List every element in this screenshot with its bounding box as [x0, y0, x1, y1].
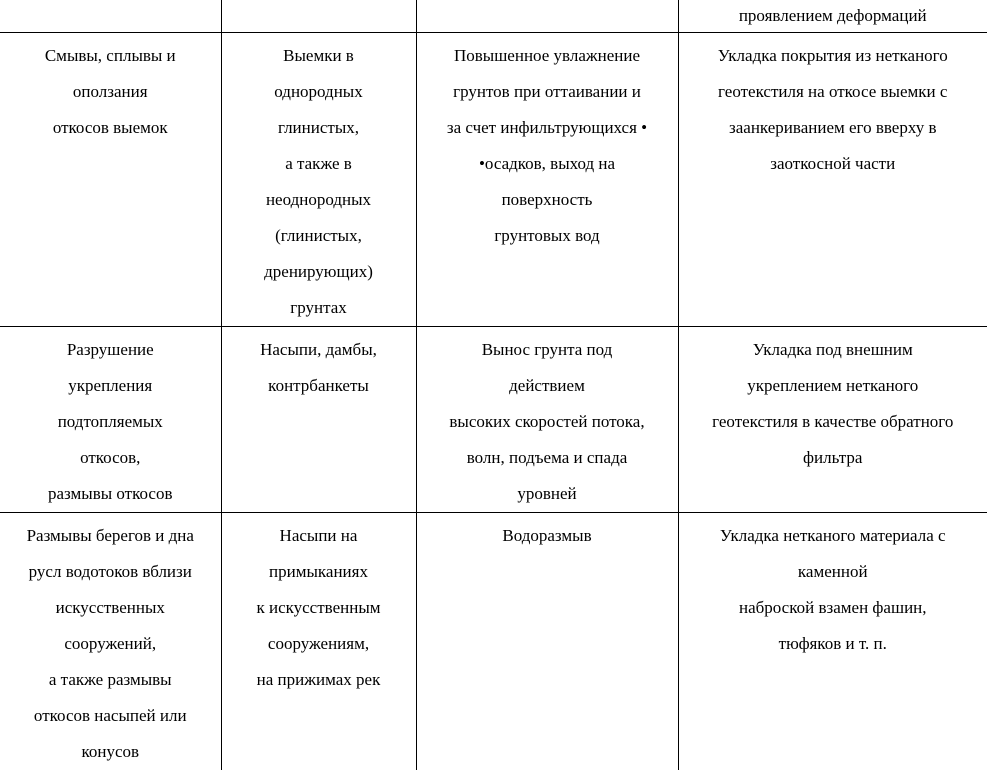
cell-location	[221, 33, 416, 327]
cell-line: Водоразмыв	[423, 518, 672, 554]
cell-line: размывы откосов	[6, 476, 215, 512]
cell-line: грунтов при оттаивании и	[423, 74, 672, 110]
cell-line: за счет инфильтрующихся •	[423, 110, 672, 146]
top-cell-col1	[0, 0, 221, 33]
cell-line: сооружений,	[6, 626, 215, 662]
cell-deformation-type	[0, 327, 221, 513]
cell-measure	[678, 513, 987, 770]
cell-line: заоткосной части	[685, 146, 982, 182]
cell-line: грунтах	[228, 290, 410, 326]
cell-line: глинистых,	[228, 110, 410, 146]
cell-line: поверхность	[423, 182, 672, 218]
cell-deformation-type	[0, 513, 221, 770]
cell-location	[221, 513, 416, 770]
cell-line: фильтра	[685, 440, 982, 476]
cell-line: укреплением нетканого	[685, 368, 982, 404]
top-cell-col3	[416, 0, 678, 33]
cell-line: каменной	[685, 554, 982, 590]
cell-line: контрбанкеты	[228, 368, 410, 404]
cell-line: Укладка под внешним	[685, 332, 982, 368]
cell-line: волн, подъема и спада	[423, 440, 672, 476]
cell-line: грунтовых вод	[423, 218, 672, 254]
top-cell-col2	[221, 0, 416, 33]
cell-line: Повышенное увлажнение	[423, 38, 672, 74]
table-row	[0, 327, 987, 513]
cell-line: Выемки в	[228, 38, 410, 74]
cell-line: на прижимах рек	[228, 662, 410, 698]
cell-line: проявлением деформаций	[685, 0, 982, 32]
cell-line: русл водотоков вблизи	[6, 554, 215, 590]
cell-line: откосов насыпей или	[6, 698, 215, 734]
cell-line: однородных	[228, 74, 410, 110]
cell-line: Разрушение	[6, 332, 215, 368]
cell-cause	[416, 327, 678, 513]
cell-line: Насыпи на	[228, 518, 410, 554]
table-row	[0, 33, 987, 327]
cell-line: Укладка покрытия из нетканого	[685, 38, 982, 74]
cell-line: дренирующих)	[228, 254, 410, 290]
cell-line: Укладка нетканого материала с	[685, 518, 982, 554]
cell-line: Насыпи, дамбы,	[228, 332, 410, 368]
cell-cause	[416, 33, 678, 327]
cell-line: геотекстиля в качестве обратного	[685, 404, 982, 440]
cell-line: а также размывы	[6, 662, 215, 698]
cell-line: высоких скоростей потока,	[423, 404, 672, 440]
cell-line: искусственных	[6, 590, 215, 626]
cell-line: примыканиях	[228, 554, 410, 590]
cell-line: уровней	[423, 476, 672, 512]
cell-line: откосов выемок	[6, 110, 215, 146]
cell-cause	[416, 513, 678, 770]
table-row	[0, 513, 987, 770]
cell-line: •осадков, выход на	[423, 146, 672, 182]
cell-line: Размывы берегов и дна	[6, 518, 215, 554]
cell-location	[221, 327, 416, 513]
cell-line: сооружениям,	[228, 626, 410, 662]
cell-line: конусов	[6, 734, 215, 770]
cell-line: к искусственным	[228, 590, 410, 626]
cell-line: неоднородных	[228, 182, 410, 218]
cell-line: действием	[423, 368, 672, 404]
cell-line: Вынос грунта под	[423, 332, 672, 368]
top-cell-col4	[678, 0, 987, 33]
cell-line: наброской взамен фашин,	[685, 590, 982, 626]
cell-line: (глинистых,	[228, 218, 410, 254]
cell-line: подтопляемых	[6, 404, 215, 440]
cell-line: оползания	[6, 74, 215, 110]
cell-line: заанкериванием его вверху в	[685, 110, 982, 146]
cell-deformation-type	[0, 33, 221, 327]
cell-measure	[678, 33, 987, 327]
cell-line: откосов,	[6, 440, 215, 476]
cell-line: укрепления	[6, 368, 215, 404]
cell-line: тюфяков и т. п.	[685, 626, 982, 662]
cell-measure	[678, 327, 987, 513]
cell-line: а также в	[228, 146, 410, 182]
cell-line: Смывы, сплывы и	[6, 38, 215, 74]
table-row-top	[0, 0, 987, 33]
cell-line: геотекстиля на откосе выемки с	[685, 74, 982, 110]
